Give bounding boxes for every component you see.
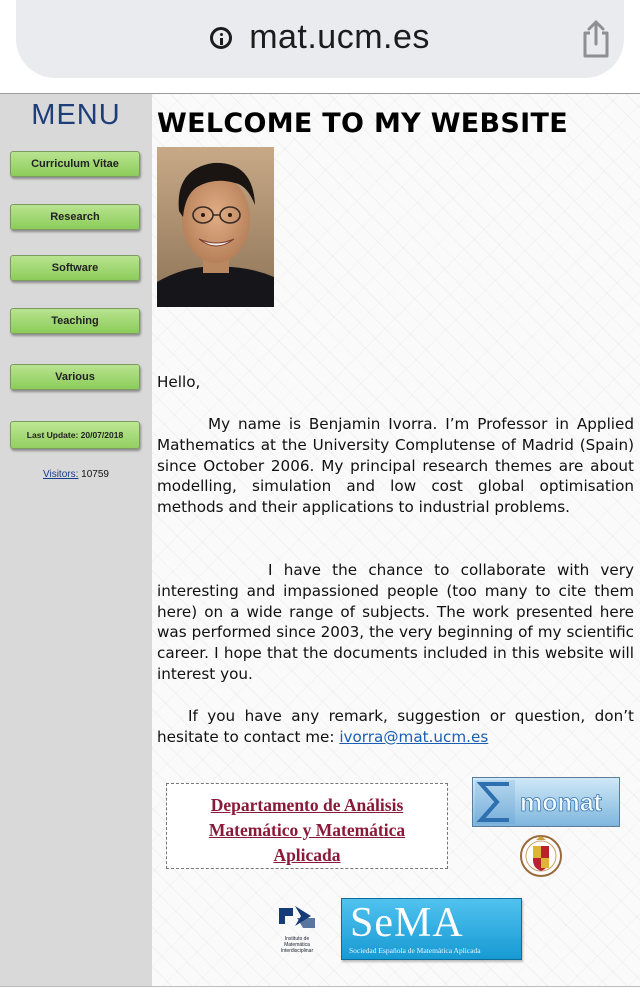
visitor-counter — [0, 469, 152, 480]
contact-text: If you have any remark, suggestion or question, don’t hesitate to contact me: — [157, 707, 634, 746]
sidebar-menu — [0, 93, 152, 987]
info-circle-icon[interactable] — [210, 27, 232, 49]
department-logo-link[interactable] — [166, 783, 448, 869]
menu-button-various[interactable]: Various — [10, 364, 140, 390]
visitors-count: 10759 — [81, 469, 109, 480]
last-update-badge: Last Update: 20/07/2018 — [10, 421, 140, 449]
menu-button-curriculum-vitae[interactable]: Curriculum Vitae — [10, 151, 140, 177]
url-text[interactable]: mat.ucm.es — [249, 18, 430, 56]
intro-paragraph: My name is Benjamin Ivorra. I’m Professor in Applied Mathematics at the University Complutense of Madrid (Spain) since October 2006. My principal research themes are about modelling, simulation and low cost global optimisation methods and their applications to industrial problems. — [157, 415, 634, 517]
menu-button-research[interactable]: Research — [10, 204, 140, 230]
sigma-icon — [473, 778, 619, 826]
page-title: WELCOME TO MY WEBSITE — [157, 108, 568, 139]
imi-logo[interactable] — [273, 902, 321, 954]
url-display[interactable] — [16, 18, 624, 57]
sema-title: SeMA — [350, 900, 464, 946]
menu-button-teaching[interactable]: Teaching — [10, 308, 140, 334]
contact-paragraph — [157, 706, 634, 748]
university-seal-icon[interactable] — [519, 832, 563, 880]
menu-title: MENU — [31, 99, 121, 131]
main-content — [152, 93, 640, 987]
imi-text: Instituto de Matemática Interdisciplinar — [280, 936, 314, 954]
email-link[interactable]: ivorra@mat.ucm.es — [339, 727, 489, 746]
visitors-link[interactable]: Visitors: — [43, 469, 79, 480]
share-icon[interactable] — [579, 19, 613, 59]
browser-toolbar — [0, 0, 640, 91]
profile-photo — [157, 147, 274, 307]
momat-text: momat — [520, 789, 602, 817]
collaboration-paragraph: I have the chance to collaborate with very interesting and impassioned people (too many to cite them here) on a wide range of subjects. The work presented here was performed since 2003, the very beginning of my scientific career. I hope that the documents included in this website will interest you. — [157, 561, 634, 683]
greeting-text: Hello, — [157, 373, 201, 391]
department-line-1: Departamento de Análisis — [210, 795, 404, 815]
department-line-2: Matemático y Matemática — [208, 820, 406, 840]
sema-subtitle: Sociedad Española de Matemática Aplicada — [349, 946, 481, 955]
momat-logo[interactable] — [472, 777, 620, 827]
menu-button-software[interactable]: Software — [10, 255, 140, 281]
imi-emblem-icon — [273, 902, 321, 932]
department-line-3: Aplicada — [273, 845, 341, 865]
address-bar[interactable] — [16, 0, 624, 78]
page-bottom-divider — [0, 986, 640, 987]
sema-logo[interactable] — [341, 898, 522, 960]
